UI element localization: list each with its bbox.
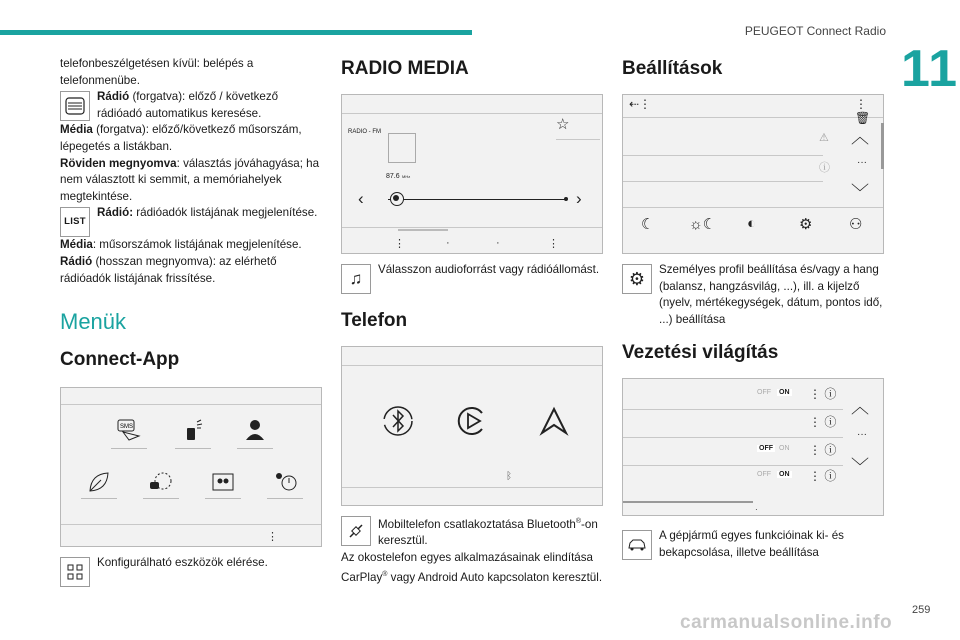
system-settings-icon[interactable]: ⚙ bbox=[799, 216, 813, 233]
menu-dots-icon-2[interactable]: ⋮ bbox=[548, 238, 559, 250]
scroll-down-icon[interactable]: ﹀ bbox=[851, 183, 869, 203]
connect-app-screen bbox=[60, 387, 322, 547]
radio-caption: ♫ Válasszon audioforrást vagy rádióállomást. bbox=[341, 262, 603, 294]
frequency-unit: MHz bbox=[402, 174, 411, 179]
info-icon: ⓘ bbox=[819, 162, 830, 174]
phone-screen bbox=[341, 346, 603, 506]
radio2-label: Rádió: bbox=[97, 206, 134, 220]
car-icon bbox=[622, 530, 652, 560]
header-accent-bar bbox=[0, 30, 472, 35]
chapter-number: 11 bbox=[901, 40, 958, 98]
carplay-icon[interactable] bbox=[454, 403, 490, 439]
radio3-text: (hosszan megnyomva): az elérhető rádióadók listájának frissítése. bbox=[60, 254, 277, 285]
phone-heading: Telefon bbox=[341, 310, 408, 331]
toggle-off-3[interactable]: OFF bbox=[759, 445, 773, 453]
media-text: (forgatva): előző/következő műsorszám, lépegetés a listákban. bbox=[60, 123, 302, 153]
radio-screen: RADIO - FM ☆ 87.6 MHz ‹ › ⋮ · · ⋮ bbox=[341, 94, 603, 254]
eco-leaf-icon bbox=[85, 468, 113, 496]
frequency-value: 87.6 bbox=[386, 173, 400, 180]
contacts-icon bbox=[209, 468, 237, 496]
profile-settings-icon[interactable]: ◐ bbox=[747, 215, 757, 232]
thumbwheel-item bbox=[60, 89, 322, 122]
bluetooth-icon[interactable] bbox=[380, 403, 416, 439]
android-auto-icon[interactable] bbox=[536, 403, 572, 439]
scrollbar[interactable] bbox=[881, 123, 884, 169]
row3-options-icon[interactable]: ⋮ ⓘ bbox=[809, 443, 837, 458]
thumbwheel-icon bbox=[60, 91, 90, 121]
watermark: carmanualsonline.info bbox=[680, 612, 893, 633]
section-title: PEUGEOT Connect Radio bbox=[744, 24, 886, 38]
list-button-icon: LIST bbox=[60, 207, 90, 237]
parking-sensor-icon bbox=[179, 416, 207, 444]
connect-app-heading: Connect-App bbox=[60, 349, 180, 371]
column-middle bbox=[341, 56, 603, 586]
media2-text: : műsorszámok listájának megjelenítése. bbox=[92, 238, 302, 252]
row2-options-icon[interactable]: ⋮ ⓘ bbox=[809, 415, 837, 430]
privacy-icon[interactable]: ⚇ bbox=[849, 216, 863, 233]
phone-caption-2: Az okostelefon egyes alkalmazásainak elindítása CarPlay® vagy Android Auto kapcsolaton keresztül. bbox=[341, 551, 603, 584]
scroll-up-icon[interactable]: ︿ bbox=[851, 127, 869, 147]
favorite-star-icon[interactable]: ☆ bbox=[556, 116, 570, 133]
apps-grid-icon bbox=[60, 557, 90, 587]
night-mode-icon[interactable]: ☾ bbox=[641, 216, 655, 233]
row4-options-icon[interactable]: ⋮ ⓘ bbox=[809, 469, 837, 484]
scroll-down-icon-2[interactable]: ﹀ bbox=[851, 457, 869, 478]
phone-caption: Mobiltelefon csatlakoztatása Bluetooth®-on keresztül. bbox=[341, 514, 603, 550]
column-left bbox=[60, 56, 322, 587]
trash-icon[interactable]: ⋮ 🗑 bbox=[855, 97, 871, 125]
driving-mode-icon bbox=[147, 468, 175, 496]
scroll-up-icon-2[interactable]: ︿ bbox=[851, 397, 869, 418]
menus-heading: Menük bbox=[60, 309, 127, 335]
menu-dots-icon-1[interactable]: ⋮ bbox=[394, 238, 405, 250]
message-icon bbox=[115, 416, 143, 444]
previous-station-icon[interactable]: ‹ bbox=[358, 189, 364, 208]
user-profile-icon bbox=[241, 416, 269, 444]
more-options-icon[interactable]: ⋮ bbox=[267, 531, 278, 544]
short-press-text: : választás jóváhagyása; ha nem választott ki semmit, a memóriahelyek megtekintése. bbox=[60, 156, 320, 203]
connect-caption: Konfigurálható eszközök elérése. bbox=[60, 555, 322, 587]
radio-media-heading: RADIO MEDIA bbox=[341, 58, 469, 79]
driving-caption: A gépjármű egyes funkcióinak ki- és bekapcsolása, illetve beállítása bbox=[622, 528, 884, 561]
gear-icon: ⚙ bbox=[622, 264, 652, 294]
media-label: Média bbox=[60, 123, 93, 137]
settings-caption: ⚙ Személyes profil beállítása és/vagy a hang (balansz, hangzásvilág, ...), ill. a kijelző (nyelv, mértékegységek, dátum, pontos idő, ...) beállítása bbox=[622, 262, 884, 328]
list-item bbox=[60, 205, 322, 237]
settings-heading: Beállítások bbox=[622, 58, 723, 79]
column-right bbox=[622, 56, 884, 562]
next-station-icon[interactable]: › bbox=[576, 189, 582, 208]
warning-icon: ⚠ bbox=[819, 132, 829, 144]
driving-lighting-heading: Vezetési világítás bbox=[622, 342, 779, 364]
short-press-label: Röviden megnyomva bbox=[60, 156, 177, 170]
music-note-icon: ♫ bbox=[341, 264, 371, 294]
row1-options-icon[interactable]: ⋮ ⓘ bbox=[809, 387, 837, 402]
intro-text: telefonbeszélgetésen kívül: belépés a telefonmenübe. bbox=[60, 57, 254, 87]
driving-screen: · OFF ON ⋮ ⓘ ⋮ ⓘ OFF ON ⋮ ⓘ OFF ON ⋮ ⓘ ︿ ··· ﹀ bbox=[622, 378, 884, 516]
radio-band-label: RADIO - FM bbox=[348, 129, 381, 135]
radio-text: (forgatva): előző / következő rádióadó automatikus keresése. bbox=[97, 90, 279, 120]
frequency-slider[interactable] bbox=[388, 199, 566, 200]
radio-label: Rádió bbox=[97, 90, 130, 104]
toggle-on-1[interactable]: ON bbox=[779, 389, 790, 397]
trip-computer-icon bbox=[271, 468, 299, 496]
connection-icon bbox=[341, 516, 371, 546]
settings-screen: ⇠⋮ ⋮ 🗑 ⚠ ⓘ ︿ ··· ﹀ ☾ ☼☾ ◐ ⚙ ⚇ bbox=[622, 94, 884, 254]
radio2-text: rádióadók listájának megjelenítése. bbox=[133, 206, 318, 220]
radio3-label: Rádió bbox=[60, 254, 93, 268]
day-night-icon[interactable]: ☼☾ bbox=[689, 216, 717, 233]
svg-text:SMS: SMS bbox=[120, 424, 134, 431]
toggle-on-4[interactable]: ON bbox=[779, 471, 790, 479]
station-artwork bbox=[388, 133, 416, 163]
back-arrow-icon[interactable]: ⇠⋮ bbox=[629, 97, 652, 111]
page-number: 259 bbox=[912, 604, 931, 616]
media2-label: Média bbox=[60, 238, 93, 252]
bluetooth-status-icon: ᛒ bbox=[506, 471, 512, 482]
